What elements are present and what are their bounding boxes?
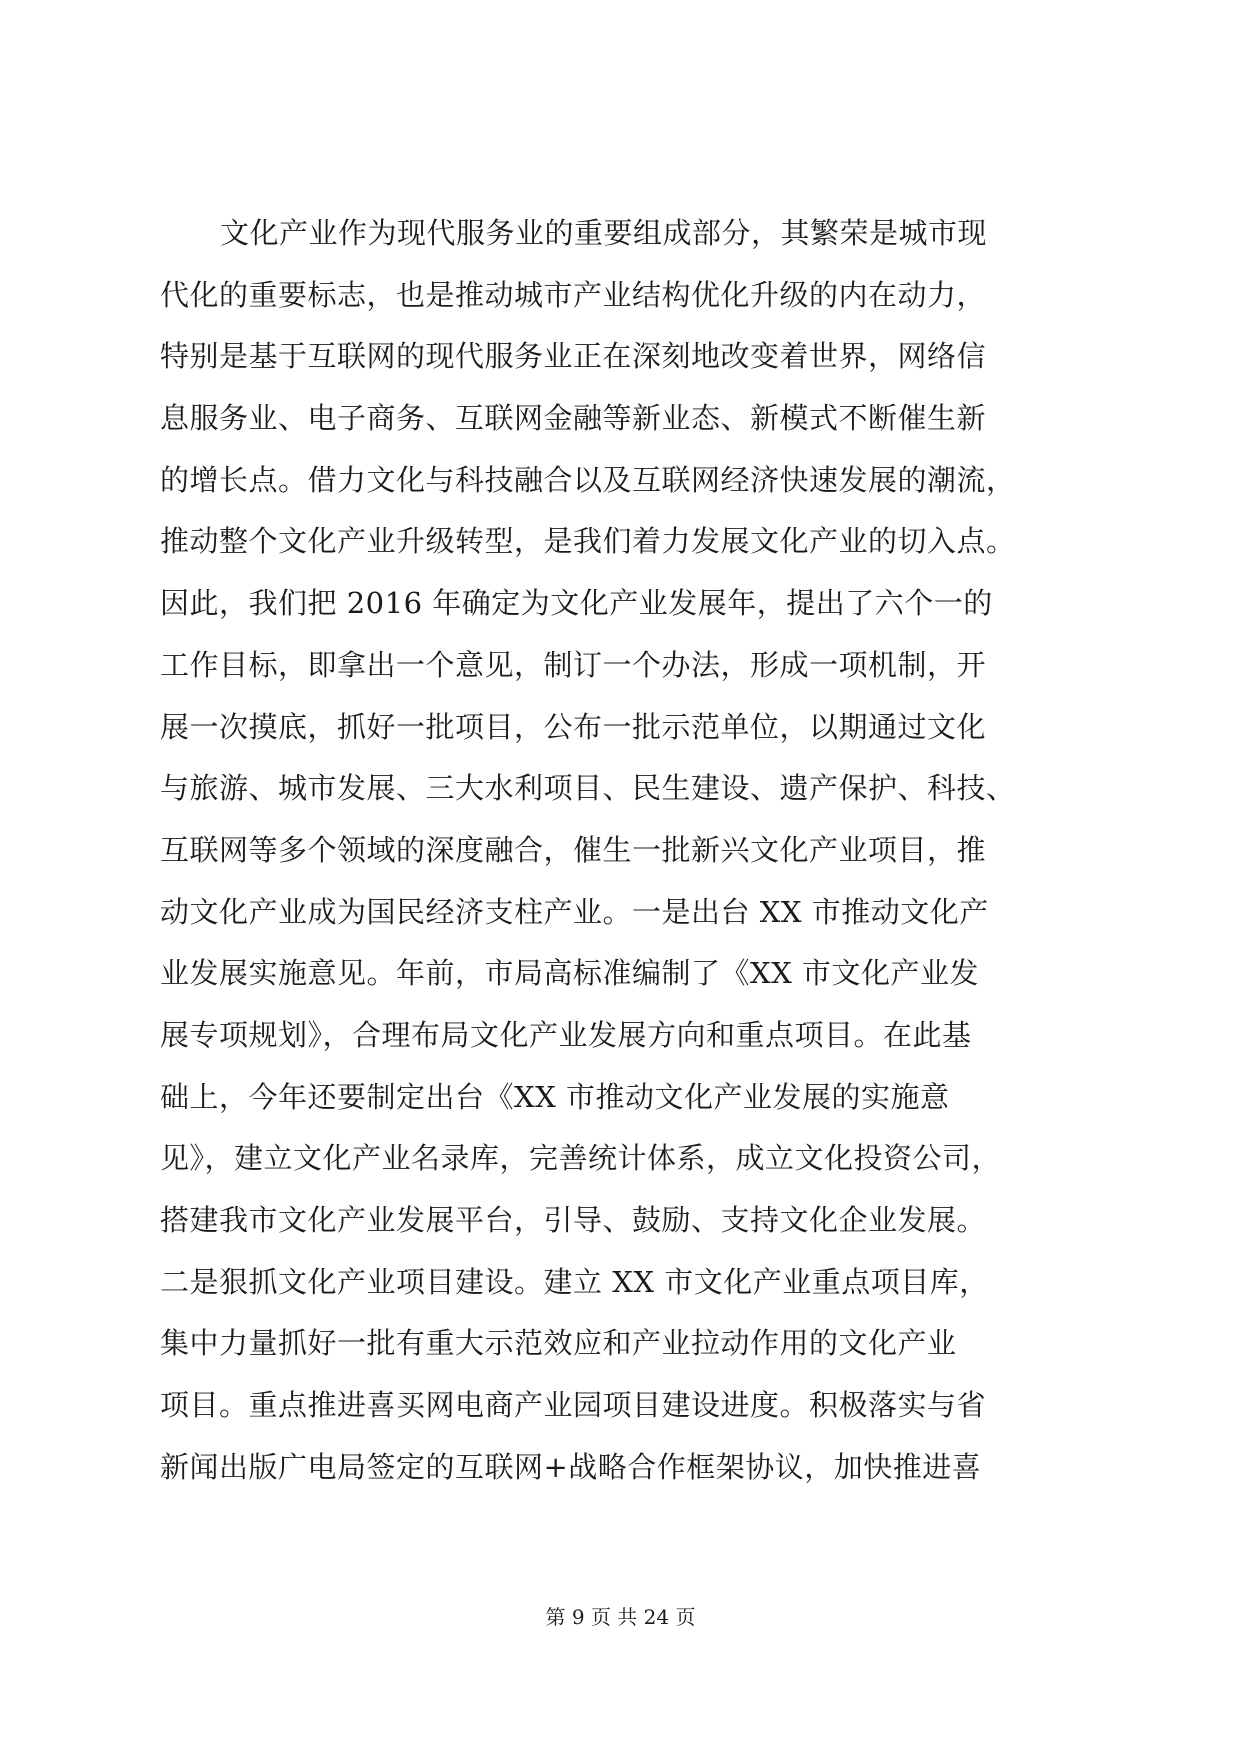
text-line: 见》，建立文化产业名录库，完善统计体系，成立文化投资公司， — [160, 1141, 1002, 1176]
text-line: 与旅游、城市发展、三大水利项目、民生建设、遗产保护、科技、 — [160, 771, 1016, 806]
text-line: 互联网等多个领域的深度融合，催生一批新兴文化产业项目，推 — [160, 832, 987, 867]
text-line: 新闻出版广电局签定的互联网+战略合作框架协议，加快推进喜 — [160, 1449, 982, 1484]
text-line: 展专项规划》，合理布局文化产业发展方向和重点项目。在此基 — [160, 1017, 972, 1052]
text-line: 础上，今年还要制定出台《XX 市推动文化产业发展的实施意 — [160, 1079, 950, 1114]
text-line: 动文化产业成为国民经济支柱产业。一是出台 XX 市推动文化产 — [160, 894, 989, 929]
text-line: 的增长点。借力文化与科技融合以及互联网经济快速发展的潮流， — [160, 462, 1016, 497]
text-line: 工作目标，即拿出一个意见，制订一个办法，形成一项机制，开 — [160, 647, 987, 682]
text-line: 展一次摸底，抓好一批项目，公布一批示范单位，以期通过文化 — [160, 709, 987, 744]
text-line: 息服务业、电子商务、互联网金融等新业态、新模式不断催生新 — [160, 401, 987, 436]
text-line: 代化的重要标志，也是推动城市产业结构优化升级的内在动力， — [160, 277, 987, 312]
text-line: 二是狠抓文化产业项目建设。建立 XX 市文化产业重点项目库， — [160, 1264, 989, 1299]
text-line: 文化产业作为现代服务业的重要组成部分，其繁荣是城市现 — [220, 216, 988, 250]
text-line: 项目。重点推进喜买网电商产业园项目建设进度。积极落实与省 — [160, 1388, 987, 1423]
text-line: 推动整个文化产业升级转型，是我们着力发展文化产业的切入点。 — [160, 524, 1016, 559]
text-line: 因此，我们把 2016 年确定为文化产业发展年，提出了六个一的 — [160, 586, 993, 621]
text-line: 特别是基于互联网的现代服务业正在深刻地改变着世界，网络信 — [160, 339, 987, 374]
body-paragraph — [160, 203, 1080, 1498]
text-line: 搭建我市文化产业发展平台，引导、鼓励、支持文化企业发展。 — [160, 1203, 987, 1237]
text-line: 集中力量抓好一批有重大示范效应和产业拉动作用的文化产业 — [160, 1326, 957, 1361]
text-line: 业发展实施意见。年前，市局高标准编制了《XX 市文化产业发 — [160, 956, 980, 991]
page-number-footer: 第 9 页 共 24 页 — [545, 1605, 696, 1629]
